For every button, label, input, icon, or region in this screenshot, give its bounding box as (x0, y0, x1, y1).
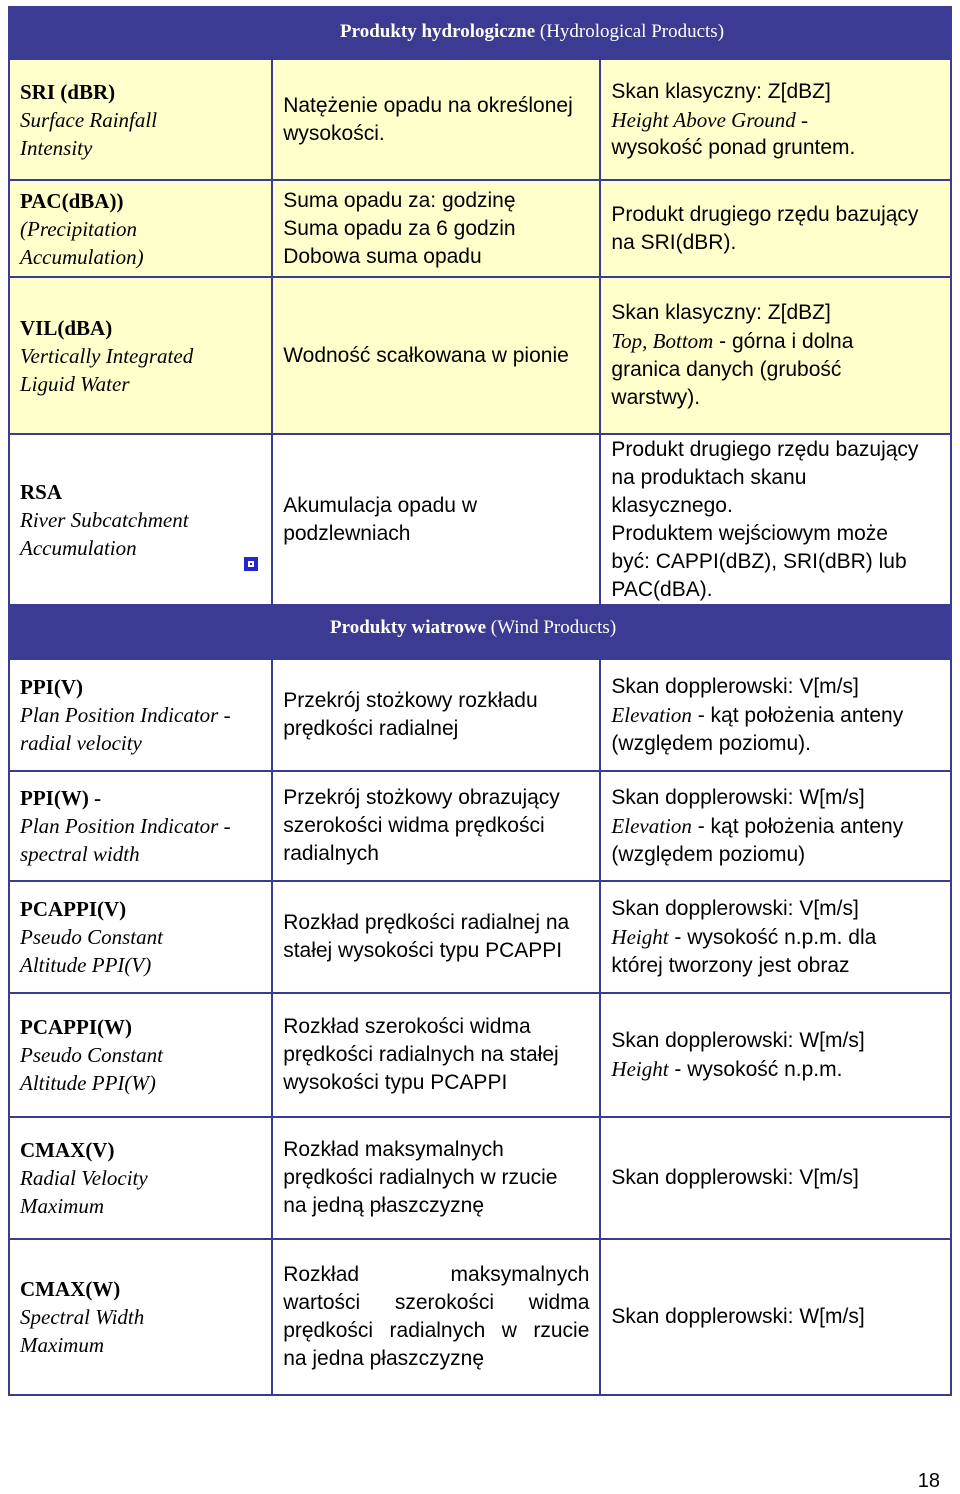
scan-line: Elevation - kąt położenia anteny (611, 813, 904, 838)
product-description-cell (272, 277, 600, 434)
product-name-line: (Precipitation (20, 216, 138, 241)
scan-line: Skan klasyczny: Z[dBZ] (611, 301, 831, 324)
product-code-cell (9, 434, 272, 605)
table-row (9, 1117, 951, 1239)
description-line: szerokości widma prędkości (283, 814, 545, 837)
description-line: Akumulacja opadu w (283, 493, 477, 517)
hydrological-products-table (8, 58, 952, 606)
product-description-cell (272, 993, 600, 1117)
product-name-line: Vertically Integrated (20, 343, 194, 368)
description-line: Natężenie opadu na określonej (283, 93, 573, 117)
product-code: VIL(dBA) (20, 315, 113, 340)
product-name-line: Pseudo Constant (20, 925, 163, 949)
scan-info-cell (600, 1239, 951, 1395)
product-name-line: Accumulation) (20, 244, 144, 269)
product-name-line: Altitude PPI(V) (20, 953, 152, 977)
scan-line: Skan dopplerowski: W[m/s] (611, 1028, 865, 1052)
scan-line: Produktem wejściowym może (611, 521, 888, 545)
product-code: CMAX(W) (20, 1277, 121, 1301)
product-code: PCAPPI(W) (20, 1015, 132, 1039)
scan-line: Height Above Ground - (611, 107, 808, 132)
product-name-line: Intensity (20, 135, 93, 160)
scan-info-cell (600, 277, 951, 434)
description-line: na jedną płaszczyznę (283, 1194, 484, 1217)
section-title-bold: Produkty wiatrowe (330, 617, 487, 638)
scan-info-cell (600, 59, 951, 180)
scan-info-cell (600, 1117, 951, 1239)
product-code: PCAPPI(V) (20, 897, 127, 921)
product-description-cell (272, 1117, 600, 1239)
description-line: na jedna płaszczyznę (283, 1347, 484, 1370)
scan-line: PAC(dBA). (611, 577, 713, 601)
product-name-line: Pseudo Constant (20, 1043, 163, 1067)
square-bullet-icon (245, 558, 257, 570)
scan-line: na produktach skanu (611, 465, 807, 489)
description-line: Rozkład prędkości radialnej na (283, 911, 570, 934)
product-description-cell (272, 1239, 600, 1395)
page-number: 18 (917, 1470, 940, 1492)
description-line: prędkości radialnych w rzucie (283, 1319, 590, 1342)
table-row (9, 434, 951, 605)
product-code-cell (9, 59, 272, 180)
description-line: prędkości radialnych w rzucie (283, 1166, 558, 1189)
scan-line: (względem poziomu) (611, 842, 806, 866)
scan-line: Produkt drugiego rzędu bazujący (611, 202, 919, 226)
product-name-line: Liguid Water (20, 371, 130, 396)
scan-line: Skan klasyczny: Z[dBZ] (611, 79, 831, 103)
scan-line: Height - wysokość n.p.m. (611, 1056, 843, 1081)
scan-line: Height - wysokość n.p.m. dla (611, 924, 877, 949)
description-line: Przekrój stożkowy obrazujący (283, 786, 560, 809)
scan-info-cell (600, 180, 951, 277)
product-name-line: radial velocity (20, 731, 142, 755)
product-description-cell (272, 59, 600, 180)
product-description-cell (272, 771, 600, 881)
scan-line: być: CAPPI(dBZ), SRI(dBR) lub (611, 549, 907, 573)
description-line: stałej wysokości typu PCAPPI (283, 939, 563, 962)
section-title-rest: (Hydrological Products) (535, 21, 725, 42)
product-name-line: Plan Position Indicator - (20, 814, 231, 838)
product-name-line: Plan Position Indicator - (20, 703, 231, 727)
scan-line: Skan dopplerowski: W[m/s] (611, 785, 865, 809)
description-line: Dobowa suma opadu (283, 244, 482, 268)
product-name-line: Altitude PPI(W) (20, 1071, 156, 1095)
table-row (9, 771, 951, 881)
document (8, 6, 952, 1396)
scan-line: Top, Bottom - górna i dolna (611, 329, 854, 353)
scan-line: Skan dopplerowski: V[m/s] (611, 674, 859, 698)
product-code-cell (9, 180, 272, 277)
product-code: PPI(V) (20, 675, 83, 699)
table-row (9, 1239, 951, 1395)
product-name-line: Spectral Width (20, 1305, 145, 1329)
description-line: wysokości typu PCAPPI (283, 1071, 508, 1094)
description-line: wysokości. (283, 121, 385, 145)
description-line: Wodność scałkowana w pionie (283, 343, 569, 367)
product-code: PPI(W) - (20, 786, 102, 810)
wind-products-table (8, 658, 952, 1396)
table-row (9, 277, 951, 434)
product-description-cell (272, 659, 600, 771)
section-header-hydrological (8, 6, 952, 58)
description-line: wartości szerokości widma (283, 1291, 590, 1314)
description-line: Suma opadu za 6 godzin (283, 216, 516, 240)
description-line: Rozkład maksymalnych (283, 1263, 590, 1286)
scan-line: Skan dopplerowski: W[m/s] (611, 1305, 865, 1328)
product-code-cell (9, 881, 272, 993)
product-code-cell (9, 659, 272, 771)
scan-line: wysokość ponad gruntem. (611, 135, 856, 159)
scan-line: której tworzony jest obraz (611, 953, 850, 977)
scan-line: klasycznego. (611, 493, 733, 517)
scan-info-cell (600, 993, 951, 1117)
product-name-line: Maximum (20, 1333, 104, 1357)
product-name-line: Radial Velocity (20, 1166, 148, 1190)
product-code-cell (9, 993, 272, 1117)
scan-info-cell (600, 434, 951, 605)
product-description-cell (272, 881, 600, 993)
description-line: Rozkład maksymalnych (283, 1138, 504, 1161)
product-name-line: Surface Rainfall (20, 107, 158, 132)
table-row (9, 993, 951, 1117)
scan-line: Skan dopplerowski: V[m/s] (611, 1166, 859, 1189)
scan-line: Skan dopplerowski: V[m/s] (611, 896, 859, 920)
section-title-bold: Produkty hydrologiczne (340, 21, 536, 42)
table-row (9, 180, 951, 277)
section-title-rest: (Wind Products) (486, 617, 617, 638)
description-line: prędkości radialnej (283, 717, 459, 740)
description-line: Rozkład szerokości widma (283, 1015, 531, 1038)
table-row (9, 659, 951, 771)
product-code-cell (9, 1117, 272, 1239)
scan-info-cell (600, 771, 951, 881)
product-description-cell (272, 180, 600, 277)
table-row (9, 59, 951, 180)
product-code: SRI (dBR) (20, 79, 116, 104)
product-name-line: spectral width (20, 842, 140, 866)
description-line: radialnych (283, 842, 379, 865)
scan-info-cell (600, 881, 951, 993)
description-line: Suma opadu za: godzinę (283, 188, 516, 212)
scan-line: warstwy). (611, 386, 701, 409)
scan-line: Elevation - kąt położenia anteny (611, 702, 904, 727)
product-code-cell (9, 771, 272, 881)
scan-info-cell (600, 659, 951, 771)
description-line: prędkości radialnych na stałej (283, 1043, 559, 1066)
product-code-cell (9, 277, 272, 434)
product-code-cell (9, 1239, 272, 1395)
product-name-line: Accumulation (20, 535, 137, 560)
product-code: PAC(dBA)) (20, 188, 124, 213)
section-header-wind (8, 606, 952, 658)
product-code: CMAX(V) (20, 1138, 115, 1162)
product-name-line: Maximum (20, 1194, 104, 1218)
scan-line: granica danych (grubość (611, 358, 842, 381)
table-row (9, 881, 951, 993)
product-description-cell (272, 434, 600, 605)
product-code: RSA (20, 479, 63, 504)
product-name-line: River Subcatchment (20, 507, 189, 532)
description-line: Przekrój stożkowy rozkładu (283, 689, 538, 712)
scan-line: na SRI(dBR). (611, 230, 737, 254)
scan-line: (względem poziomu). (611, 731, 811, 755)
scan-line: Produkt drugiego rzędu bazujący (611, 437, 919, 461)
description-line: podzlewniach (283, 521, 411, 545)
